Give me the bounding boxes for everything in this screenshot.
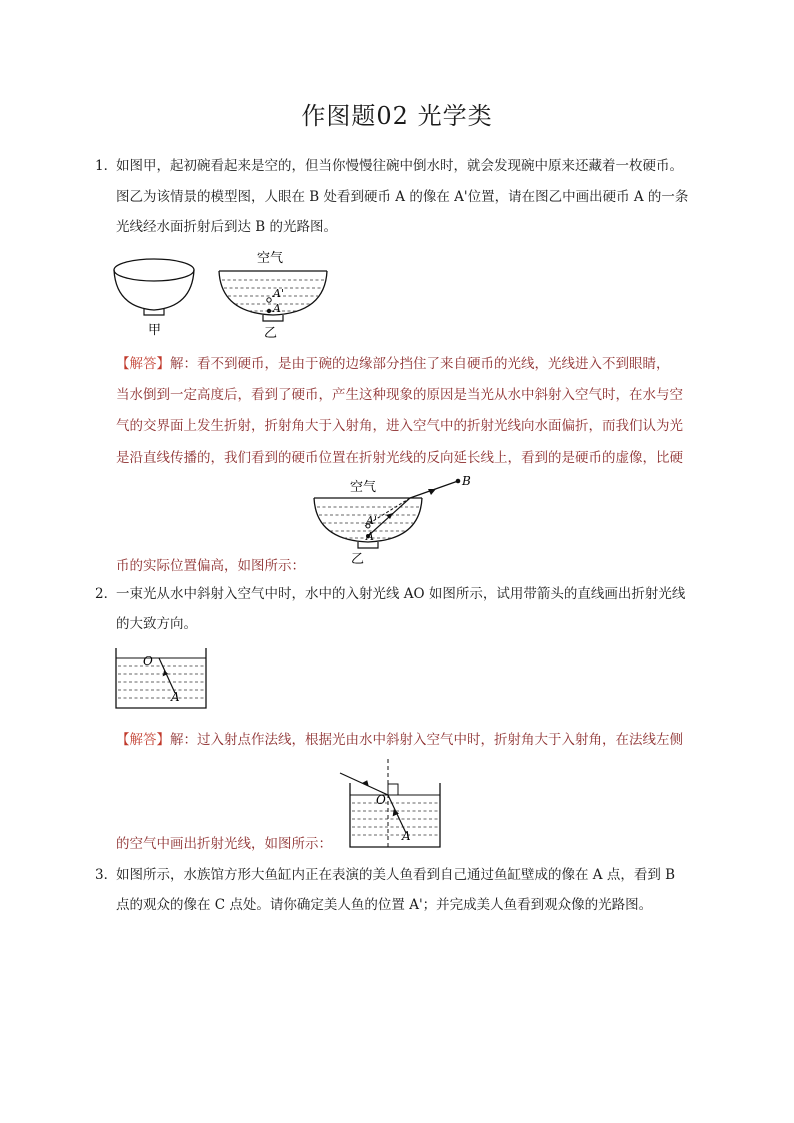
q1-line-1: 如图甲，起初碗看起来是空的，但当你慢慢往碗中倒水时，就会发现碗中原来还藏着一枚硬币。 <box>116 158 683 174</box>
q1-label-air: 空气 <box>257 251 284 266</box>
q1-number: 1． <box>95 158 118 174</box>
q1-answer-line-3: 气的交界面上发生折射，折射角大于入射角，进入空气中的折射光线向水面偏折，而我们认为光 <box>116 418 683 434</box>
q1-answer-line-5: 币的实际位置偏高，如图所示： <box>116 558 305 574</box>
q2-answer-figure <box>338 755 448 850</box>
q1-answer-label-a-prime: A' <box>366 514 377 527</box>
q1-label-jia: 甲 <box>148 323 162 338</box>
q1-line-3: 光线经水面折射后到达 B 的光路图。 <box>116 219 338 235</box>
q1-answer-label-b: B <box>462 474 471 488</box>
q1-answer-label-air: 空气 <box>350 480 377 495</box>
q1-answer-line-4: 是沿直线传播的，我们看到的硬币位置在折射光线的反向延长线上，看到的是硬币的虚像，比硬 <box>116 450 683 466</box>
q2-answer-text-1: 解：过入射点作法线，根据光由水中斜射入空气中时，折射角大于入射角，在法线左侧 <box>170 732 683 748</box>
q2-label-a: A <box>171 690 180 704</box>
q2-answer-line-1 <box>116 731 683 749</box>
q2-line-1: 一束光从水中斜射入空气中时，水中的入射光线 AO 如图所示，试用带箭头的直线画出折射光线 <box>116 586 686 602</box>
q1-label-a-prime: A' <box>273 287 284 300</box>
q1-figure-jia <box>110 255 200 340</box>
q3-line-1: 如图所示，水族馆方形大鱼缸内正在表演的美人鱼看到自己通过鱼缸壁成的像在 A 点，看到 B <box>116 867 676 883</box>
q2-answer-label-o: O <box>376 793 386 807</box>
q2-answer-tag: 【解答】 <box>116 732 170 748</box>
q3-line-2: 点的观众的像在 C 点处。请你确定美人鱼的位置 A'；并完成美人鱼看到观众像的光路图。 <box>116 897 653 913</box>
page-title: 作图题02 光学类 <box>301 102 493 130</box>
q1-label-yi: 乙 <box>264 326 278 341</box>
q3-number: 3． <box>95 867 118 883</box>
q1-answer-label-yi: 乙 <box>351 552 365 567</box>
q1-figure-yi <box>215 245 335 340</box>
q2-number: 2． <box>95 586 118 602</box>
q2-answer-line-2: 的空气中画出折射光线，如图所示： <box>116 836 332 852</box>
q2-line-2: 的大致方向。 <box>116 616 197 632</box>
q1-label-a: A <box>273 302 281 315</box>
q1-answer-label-a: A <box>366 530 374 543</box>
q1-answer-tag: 【解答】 <box>116 356 170 372</box>
q1-answer-figure <box>310 474 480 566</box>
q1-answer-line-2: 当水倒到一定高度后，看到了硬币，产生这种现象的原因是当光从水中斜射入空气时，在水与空 <box>116 387 683 403</box>
q1-answer-text-1: 解：看不到硬币，是由于碗的边缘部分挡住了来自硬币的光线，光线进入不到眼睛， <box>170 356 670 372</box>
q2-label-o: O <box>143 654 153 668</box>
q1-answer-line-1 <box>116 355 670 373</box>
q1-line-2: 图乙为该情景的模型图，人眼在 B 处看到硬币 A 的像在 A'位置，请在图乙中画出硬币 A 的一条 <box>116 189 689 205</box>
q2-figure <box>115 648 210 710</box>
q2-answer-label-a: A <box>402 829 411 843</box>
